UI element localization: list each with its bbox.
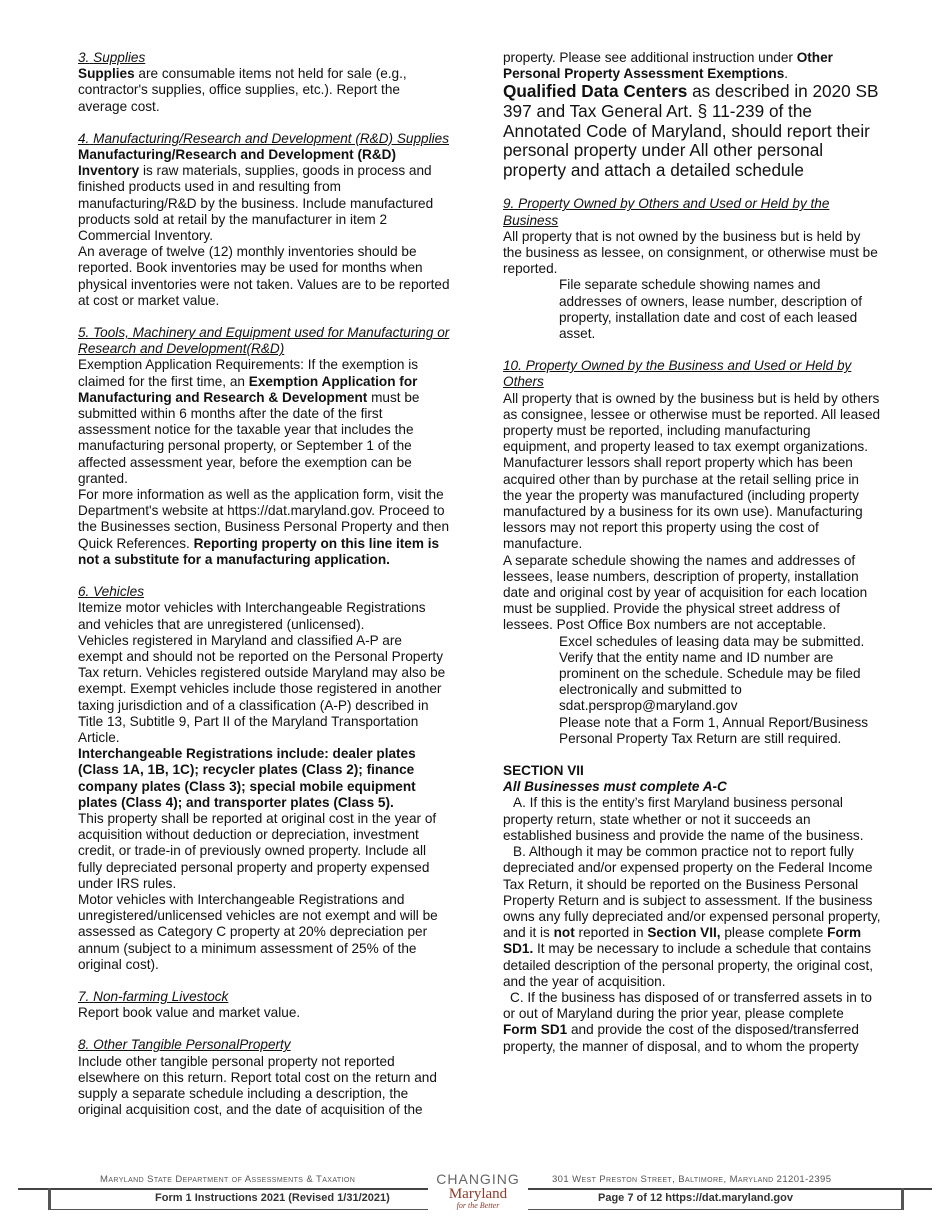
section-owned-by-business [503,358,881,747]
paragraph: Report book value and market value. [78,1005,301,1021]
paragraph: This property shall be reported at original cost in the year of acquisition without deduction or depreciation, investment credit, or trade-in of previously owned property. Include all fully depreciated personal property and property expensed under IRS rules. [78,810,437,891]
paragraph: Manufacturer lessors shall report property which has been acquired other than by purchase at the retail selling price in the year the property was manufactured (including property manufactured by a business for its own use). Manufacturing lessors may not report this property using the cost of manufacture. [503,455,863,552]
bold-term: Supplies [78,66,135,82]
section-heading: 4. Manufacturing/Research and Development (R&D) Supplies [78,130,450,146]
paragraph: Vehicles registered in Maryland and classified A-P are exempt and should not be reported on the Personal Property Tax return. Vehicles registered outside Maryland may also be exempt. Exempt vehicles include those registered in another taxing jurisdiction and of a classification (A-P) described in Title 13, Subtitle 9, Part II of the Maryland Transportation Article. [78,632,446,745]
paragraph: All property that is owned by the business but is held by others as consignee, lessee or otherwise must be reported. All leased property must be reported, including manufacturing equipment, and property leased to tax exempt organizations. [503,390,881,455]
section-supplies [78,50,450,115]
footer-address: 301 West Preston Street, Baltimore, Maryland 21201-2395 [552,1174,832,1185]
section-livestock [78,989,450,1021]
section-other-tangible [78,1037,450,1118]
paragraph: Please note that a Form 1, Annual Report/Business Personal Property Tax Return are still required. [559,714,869,746]
item-a: A. If this is the entity’s first Maryland business personal property return, state whether or not it succeeds an established business and provide the name of the business. [503,795,864,843]
paragraph: Include other tangible personal property not reported elsewhere on this return. Report total cost on the return and supply a separate schedule including a description, the original acquisition cost, and the date of acquisition of the [78,1053,437,1118]
section-heading: 5. Tools, Machinery and Equipment used for Manufacturing or Research and Development(R&D) [78,325,450,357]
section-title: Supplies [93,50,146,65]
paragraph: A separate schedule showing the names and addresses of lessees, lease numbers, description of property, installation date and original cost by year of acquisition for each location must be supplied. Provide the physical street address of lessees. Post Office Box numbers are not acceptable. [503,552,868,633]
section-heading: SECTION VII [503,763,584,779]
footer-agency: Maryland State Department of Assessments & Taxation [100,1174,356,1185]
paragraph: File separate schedule showing names and addresses of owners, lease number, description of property, installation date and cost of each leased asset. [559,277,863,341]
paragraph: Itemize motor vehicles with Interchangeable Registrations and vehicles that are unregistered (unlicensed). [78,600,426,632]
section-tools-machinery [78,325,450,568]
section-subheading: All Businesses must complete A-C [503,779,727,795]
footer-form-label: Form 1 Instructions 2021 (Revised 1/31/2021) [155,1192,390,1204]
left-column [78,50,450,1134]
page-footer [0,1170,950,1230]
section-other-tangible-continued [503,50,881,180]
section-owned-by-others [503,196,881,342]
section-heading: 10. Property Owned by the Business and Used or Held by Others [503,358,852,390]
paragraph: Manufacturing/Research and Development (R&D) Inventory is raw materials, supplies, goods in process and finished products used in and resulting from manufacturing/R&D by the business. Include manufactured products sold at retail by the manufacturer in item 2 Commercial Inventory. [78,147,434,244]
paragraph: Supplies are consumable items not held for sale (e.g., contractor's supplies, office supplies, etc.). Report the average cost. [78,66,407,114]
section-heading: 9. Property Owned by Others and Used or Held by the Business [503,196,830,228]
section-manufacturing-supplies [78,131,450,309]
section-heading: 6. Vehicles [78,584,145,600]
changing-maryland-logo: CHANGING Maryland for the Better [428,1172,528,1216]
paragraph: An average of twelve (12) monthly inventories should be reported. Book inventories may be used for months when physical inventories were not taken. Values are to be reported at cost or market value. [78,244,450,308]
section-vehicles [78,584,450,973]
section-heading [78,50,450,66]
section-number: 3. [78,50,90,65]
paragraph: Interchangeable Registrations include: dealer plates (Class 1A, 1B, 1C); recycler plates (Class 2); finance company plates (Class 3); special mobile equipment plates (Class 4); and transporter plates (Class 5). [78,746,416,810]
paragraph-data-centers: Qualified Data Centers as described in 2020 SB 397 and Tax General Art. § 11-239 of the Annotated Code of Maryland, should report their personal property under All other personal property and attach a detailed schedule [503,81,879,180]
section-heading: 8. Other Tangible PersonalProperty [78,1037,291,1053]
item-c: C. If the business has disposed of or transferred assets in to or out of Maryland during the prior year, please complete Form SD1 and provide the cost of the disposed/transferred property, the manner of disposal, and to whom the property [503,989,872,1054]
paragraph: For more information as well as the application form, visit the Department's website at https://dat.maryland.gov. Proceed to the Businesses section, Business Personal Property and then Quick References. Reporting property on this line item is not a substitute for a manufacturing application. [78,487,450,567]
paragraph: Motor vehicles with Interchangeable Registrations and unregistered/unlicensed vehicles are not exempt and will be assessed as Category C property at 20% depreciation per annum (subject to a minimum assessment of 25% of the original cost). [78,891,438,972]
section-heading: 7. Non-farming Livestock [78,988,229,1004]
paragraph: property. Please see additional instruction under Other Personal Property Assessment Exemptions. [503,50,833,82]
paragraph: Excel schedules of leasing data may be submitted. Verify that the entity name and ID number are prominent on the schedule. Schedule may be filed electronically and submitted to sdat.persprop@maryland.gov [559,633,865,714]
section-vii [503,763,881,1055]
right-column [503,50,881,1071]
paragraph: All property that is not owned by the business but is held by the business as lessee, on consignment, or otherwise must be reported. [503,228,878,277]
footer-page-number: Page 7 of 12 https://dat.maryland.gov [598,1192,793,1204]
paragraph: Exemption Application Requirements: If the exemption is claimed for the first time, an Exemption Application for Manufacturing and Research & Development must be submitted within 6 months after the date of the first assessment notice for the taxable year that includes the manufacturing personal property, or September 1 of the affected assessment year, before the exemption can be granted. [78,357,420,486]
item-b: B. Although it may be common practice not to report fully depreciated and/or expensed property on the Federal Income Tax Return, it should be reported on the Business Personal Property Return and is subject to assessment. If the business owns any fully depreciated and/or expensed personal property, and it is not reported in Section VII, please complete Form SD1. It may be necessary to include a schedule that contains detailed description of the personal property, the original cost, and the year of acquisition. [503,844,881,989]
